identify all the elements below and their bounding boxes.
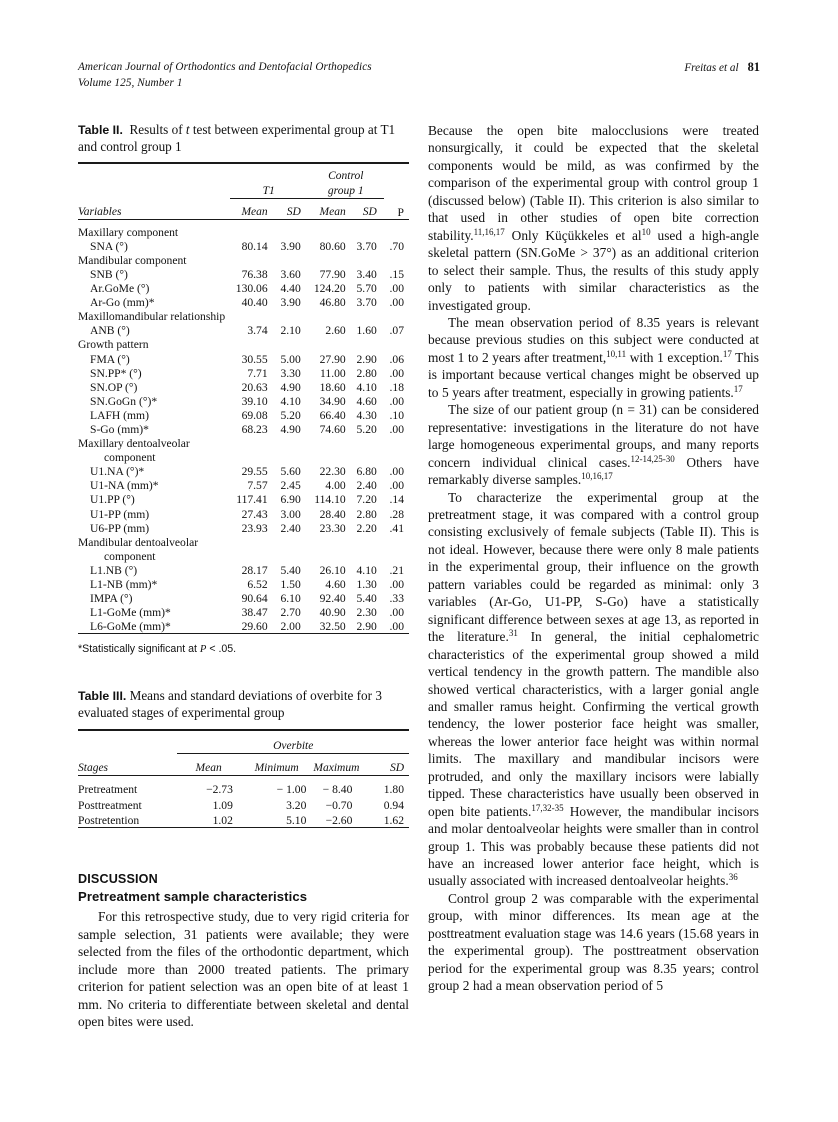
table-2-cell-mean1 — [230, 338, 275, 352]
table-3 — [78, 729, 409, 831]
table-2-cell-p: .14 — [389, 493, 404, 507]
table-2-cell-p: .41 — [389, 521, 404, 535]
table-2-cell-sd1: 5.00 — [280, 352, 301, 366]
table-2 — [78, 162, 409, 636]
right-paragraph-4 — [428, 489, 759, 890]
table-2-cell-sd1 — [275, 338, 308, 352]
table-2-cell-p: .70 — [389, 239, 404, 253]
table-2-control-line2: group 1 — [308, 183, 384, 199]
table-2-cell-mean2: 46.80 — [319, 296, 346, 310]
table-3-row — [78, 797, 409, 813]
table-2-cell-sd2: 6.80 — [356, 465, 377, 479]
table-2-cell-p: .15 — [389, 267, 404, 281]
table-2-cell-mean1: 7.71 — [247, 366, 268, 380]
table-2-cell-sd2: 4.30 — [356, 408, 377, 422]
table-2-cell-mean2 — [308, 549, 353, 563]
table-2-cell-mean2 — [308, 451, 353, 465]
pretreatment-subheading: Pretreatment sample characteristics — [78, 889, 308, 905]
table-2-cell-p: .00 — [389, 366, 404, 380]
table-2-cell-mean1 — [230, 225, 275, 239]
table-2-spanner-row-1 — [78, 169, 409, 183]
table-2-group-row — [78, 338, 409, 352]
table-2-variable-label: L1-NB (mm)* — [90, 578, 158, 592]
table-2-group-label: Mandibular component — [78, 253, 187, 267]
table-2-row — [78, 296, 409, 310]
table-2-row — [78, 493, 409, 507]
running-head-left — [78, 60, 372, 91]
table-2-cell-sd1: 5.40 — [280, 563, 301, 577]
table-2-group-label: Growth pattern — [78, 338, 149, 352]
table-2-cell-p: .18 — [389, 380, 404, 394]
table-2-row — [78, 324, 409, 338]
table-3-cell-maximum: −2.60 — [325, 813, 353, 827]
table-2-cell-sd2 — [353, 338, 384, 352]
table-2-variable-label: ANB (°) — [90, 324, 130, 338]
table-2-cell-mean1: 39.10 — [241, 394, 268, 408]
page-number: 81 — [747, 60, 760, 74]
table-2-cell-mean1 — [230, 253, 275, 267]
table-2-footnote-pre: *Statistically significant at — [78, 643, 200, 656]
rp1-b: Only Küçükkeles et al — [504, 227, 642, 243]
table-2-group-label: Maxillary component — [78, 225, 179, 239]
table-3-cell-mean: −2.73 — [206, 783, 233, 797]
table-2-spanner-row-2 — [78, 183, 409, 199]
table-2-cell-sd1: 3.00 — [280, 507, 301, 521]
table-2-group-label: Maxillary dentoalveolar — [78, 437, 190, 451]
table-2-cell-mean2: 66.40 — [319, 408, 346, 422]
table-2-cell-sd2 — [353, 437, 384, 451]
table-3-spanner-row — [78, 736, 409, 754]
table-2-cell-p — [384, 451, 409, 465]
table-2-cell-mean1: 76.38 — [241, 267, 268, 281]
table-2-cell-p: .28 — [389, 507, 404, 521]
table-3-col-mean: Mean — [195, 761, 222, 774]
right-column — [428, 122, 759, 995]
right-paragraph-1 — [428, 122, 759, 314]
table-2-cell-sd1: 3.30 — [280, 366, 301, 380]
table-2-row — [78, 352, 409, 366]
table-2-cell-mean2: 22.30 — [319, 465, 346, 479]
right-paragraph-3 — [428, 401, 759, 488]
table-2-caption-text: Results of t test between experimental group at T1 and control group 1 — [78, 122, 396, 154]
table-3-body — [78, 781, 409, 828]
table-2-cell-sd1: 6.90 — [280, 493, 301, 507]
table-3-block — [78, 688, 409, 830]
table-2-row — [78, 507, 409, 521]
rp3-ref-1: 12-14,25-30 — [630, 453, 675, 464]
table-2-cell-sd2: 1.60 — [356, 324, 377, 338]
table-2-cell-mean1: 69.08 — [241, 408, 268, 422]
table-2-row — [78, 620, 409, 634]
table-2-cell-mean2: 114.10 — [314, 493, 346, 507]
table-2-cell-mean2 — [308, 225, 353, 239]
table-3-row — [78, 781, 409, 797]
table-2-cell-sd1 — [275, 451, 308, 465]
table-2-row — [78, 239, 409, 253]
table-2-variable-label: SN.PP* (°) — [90, 366, 142, 380]
table-2-cell-mean1: 80.14 — [241, 239, 268, 253]
table-2-cell-sd1: 2.45 — [280, 479, 301, 493]
table-2-cell-p — [384, 437, 409, 451]
table-2-row — [78, 479, 409, 493]
table-3-header-row — [78, 758, 409, 776]
rp4-b: In general, the initial cephalometric characteristics of the experimental group showed a mild vertical tendency in the growth pattern. The mandible also showed vertical characteristics, with a larger gonial angle and smaller ramus height. Confirming the vertical growth tendency, the lower posterior face height was smaller, whereas the lower anterior face height was within normal limits. The maxillary and mandibular incisors were protruded, and only the maxillary incisors were labially tipped. These characteristics have usually been observed in open bite patients. — [428, 629, 759, 819]
table-2-cell-sd1 — [275, 253, 308, 267]
table-2-cell-p — [384, 535, 409, 549]
table-2-cell-mean2: 18.60 — [319, 380, 346, 394]
table-2-cell-p: .00 — [389, 578, 404, 592]
table-3-cell-sd: 0.94 — [383, 798, 404, 812]
table-2-variable-label: LAFH (mm) — [90, 408, 149, 422]
table-2-group-row — [78, 225, 409, 239]
table-2-variable-label: Ar-Go (mm)* — [90, 296, 155, 310]
rp2-b: with 1 exception. — [626, 349, 723, 365]
table-2-cell-p — [384, 310, 409, 324]
table-2-cell-sd2 — [353, 225, 384, 239]
table-3-spanner-overbite: Overbite — [177, 736, 409, 754]
rp3-a: The size of our patient group (n = 31) can be considered representative: investigations in the literature do not have large homogeneous experimental groups, and many reports concern individual clinical cases. — [428, 402, 759, 470]
table-2-cell-mean2: 34.90 — [319, 394, 346, 408]
table-2-group-row — [78, 549, 409, 563]
table-2-cell-mean1: 38.47 — [241, 606, 268, 620]
table-2-cell-mean2 — [308, 338, 353, 352]
running-head — [78, 60, 760, 92]
table-2-group-label: Mandibular dentoalveolar — [78, 535, 199, 549]
table-2-cell-sd1: 3.60 — [280, 267, 301, 281]
table-2-t1-spanner: T1 — [230, 183, 308, 199]
table-2-cell-p: .00 — [389, 394, 404, 408]
table-2-row — [78, 380, 409, 394]
table-2-footnote-p: P — [199, 644, 207, 656]
table-2-control-line1: Control — [328, 169, 364, 182]
table-3-cell-stage: Posttreatment — [78, 798, 142, 812]
table-2-cell-mean2 — [308, 535, 353, 549]
table-2-cell-mean1: 23.93 — [241, 521, 268, 535]
table-2-cell-sd1 — [275, 535, 308, 549]
table-2-cell-sd2: 7.20 — [356, 493, 377, 507]
table-2-cell-sd1: 2.00 — [280, 619, 301, 633]
rp2-c: This is important because vertical changes might be observed up to 5 years after treatment, especially in growing patients. — [428, 349, 759, 400]
rp3-ref-2: 10,16,17 — [581, 471, 613, 482]
table-2-cell-sd2 — [353, 253, 384, 267]
table-2-cell-p: .00 — [389, 282, 404, 296]
table-2-row — [78, 563, 409, 577]
table-2-body — [78, 225, 409, 634]
table-2-cell-sd2: 2.20 — [356, 521, 377, 535]
rp2-a: The mean observation period of 8.35 years is relevant because previous studies on this subject were conducted at most 1 to 2 years after treatment, — [428, 314, 759, 365]
table-2-cell-sd2: 2.80 — [356, 366, 377, 380]
table-3-col-maximum: Maximum — [313, 761, 360, 774]
table-2-group-label: component — [104, 549, 156, 563]
table-2-cell-mean2: 77.90 — [319, 267, 346, 281]
table-2-cell-sd1: 2.40 — [280, 521, 301, 535]
rp3-b: Others have remarkably diverse samples. — [428, 454, 760, 488]
table-2-row — [78, 408, 409, 422]
table-2-cell-mean1: 117.41 — [236, 493, 268, 507]
table-2-cell-sd1: 4.40 — [280, 282, 301, 296]
table-3-cell-stage: Postretention — [78, 813, 140, 827]
table-3-cell-sd: 1.62 — [383, 813, 404, 827]
table-2-cell-mean2: 2.60 — [325, 324, 346, 338]
table-2-row — [78, 423, 409, 437]
table-2-cell-mean1: 29.55 — [241, 465, 268, 479]
table-2-col-variables: Variables — [78, 205, 122, 218]
table-3-row — [78, 812, 409, 828]
table-2-cell-p: .00 — [389, 423, 404, 436]
table-2-cell-p: .00 — [389, 606, 404, 620]
table-2-cell-p — [384, 338, 409, 352]
table-2-cell-p: .00 — [389, 296, 404, 310]
table-3-caption-text: Means and standard deviations of overbite for 3 evaluated stages of experimental group — [78, 688, 382, 720]
table-2-cell-sd2: 2.90 — [356, 619, 377, 633]
table-2-cell-sd2: 5.70 — [356, 282, 377, 296]
table-2-block — [78, 122, 409, 657]
table-2-row — [78, 394, 409, 408]
table-2-footnote — [78, 642, 409, 657]
table-2-cell-mean2: 80.60 — [319, 239, 346, 253]
table-2-group-row — [78, 437, 409, 451]
table-2-cell-mean1 — [230, 437, 275, 451]
table-2-footnote-post: < .05. — [206, 643, 237, 656]
table-2-row — [78, 521, 409, 535]
table-2-cell-sd1: 5.60 — [280, 465, 301, 479]
table-2-cell-sd2: 3.70 — [356, 296, 377, 310]
journal-title: American Journal of Orthodontics and Dentofacial Orthopedics — [78, 61, 372, 73]
table-2-cell-mean2: 26.10 — [319, 563, 346, 577]
table-3-cell-minimum: 3.20 — [286, 798, 307, 812]
table-2-cell-sd2: 4.10 — [356, 563, 377, 577]
running-head-right — [684, 60, 760, 77]
table-2-variable-label: L6-GoMe (mm)* — [90, 619, 171, 633]
table-2-cell-mean1: 28.17 — [241, 563, 268, 577]
table-2-cell-mean1: 7.57 — [247, 479, 268, 493]
table-2-cell-p: .06 — [389, 352, 404, 366]
table-2-cell-mean2: 4.60 — [325, 578, 346, 592]
rp4-c: However, the mandibular incisors and molar dentoalveolar heights were smaller than in control group 1. This was probably because these patients did not have an increased lower anterior face height, which is usually associated with increased dentoalveolar heights. — [428, 803, 759, 889]
table-2-group-row — [78, 451, 409, 465]
table-2-cell-p — [384, 549, 409, 563]
table-2-header-row — [78, 203, 409, 220]
table-2-cell-sd1 — [275, 437, 308, 451]
discussion-heading: DISCUSSION — [78, 872, 158, 887]
table-2-cell-mean1: 29.60 — [241, 619, 268, 633]
table-2-cell-sd1: 6.10 — [280, 592, 301, 606]
table-2-variable-label: SNA (°) — [90, 239, 128, 253]
table-2-col-sd2: SD — [362, 205, 377, 218]
table-2-variable-label: L1.NB (°) — [90, 563, 138, 577]
discussion-section — [78, 871, 409, 1030]
table-2-cell-mean1: 27.43 — [241, 507, 268, 521]
table-2-variable-label: U1-NA (mm)* — [90, 479, 159, 493]
table-3-cell-mean: 1.02 — [212, 813, 233, 827]
table-2-cell-sd1: 2.70 — [280, 606, 301, 620]
table-3-cell-minimum: − 1.00 — [276, 783, 307, 797]
rp2-ref-1: 10,11 — [606, 348, 627, 359]
table-2-cell-mean1: 6.52 — [247, 578, 268, 592]
table-2-variable-label: SN.OP (°) — [90, 380, 138, 394]
table-2-group-label: component — [104, 451, 156, 465]
rp2-ref-2: 17 — [722, 348, 732, 359]
table-2-cell-mean1: 20.63 — [241, 380, 268, 394]
table-2-variable-label: SNB (°) — [90, 267, 128, 281]
table-2-caption — [78, 122, 409, 155]
table-2-cell-mean1: 130.06 — [235, 282, 268, 296]
table-2-cell-p: .33 — [389, 592, 404, 606]
table-2-cell-sd2 — [353, 549, 384, 563]
table-2-cell-mean2: 11.00 — [320, 366, 346, 380]
table-2-group-label: Maxillomandibular relationship — [78, 310, 226, 324]
table-3-cell-maximum: − 8.40 — [322, 783, 353, 797]
table-2-variable-label: U1.PP (°) — [90, 493, 135, 507]
table-2-cell-sd2: 3.70 — [356, 239, 377, 253]
table-2-cell-sd2: 2.30 — [356, 606, 377, 620]
rp1-ref-1: 11,16,17 — [473, 226, 505, 237]
table-2-col-p: P — [397, 205, 404, 219]
table-2-cell-p: .21 — [389, 563, 404, 577]
table-2-cell-mean2: 124.20 — [313, 282, 346, 296]
rp4-a: To characterize the experimental group at the pretreatment stage, it was compared with a control group consisting exclusively of female subjects (Table II). This is not ideal. However, because there were only 8 male patients in the experimental group, their influence on the growth pattern variables could be regarded as minimal: only 3 variables (Ar-Go, U1-PP, S-Go) have a statistically significant difference between sexes at age 13, as reported in the literature. — [428, 489, 759, 645]
table-2-row — [78, 592, 409, 606]
rp4-ref-1: 31 — [508, 628, 518, 639]
table-2-group-row — [78, 310, 409, 324]
table-2-cell-mean1 — [230, 451, 275, 465]
table-2-cell-mean2: 28.40 — [319, 507, 346, 521]
table-2-cell-sd1: 3.90 — [280, 239, 301, 253]
table-3-col-stages: Stages — [78, 761, 109, 774]
volume-issue: Volume 125, Number 1 — [78, 76, 183, 89]
table-2-cell-sd2: 4.60 — [356, 394, 377, 408]
table-2-group-row — [78, 535, 409, 549]
table-2-cell-sd2: 2.40 — [356, 479, 377, 493]
table-2-cell-p: .00 — [389, 465, 404, 479]
table-2-row — [78, 465, 409, 479]
table-3-col-sd: SD — [389, 761, 404, 774]
table-2-cell-sd1 — [275, 225, 308, 239]
table-2-cell-mean2: 32.50 — [319, 619, 346, 633]
table-2-col-mean1: Mean — [241, 205, 268, 218]
table-2-variable-label: FMA (°) — [90, 352, 130, 366]
table-2-row — [78, 366, 409, 380]
table-2-cell-sd1: 4.90 — [280, 423, 301, 436]
table-2-cell-mean2: 74.60 — [319, 423, 346, 436]
table-2-variable-label: S-Go (mm)* — [90, 423, 149, 436]
table-2-cell-sd2 — [353, 535, 384, 549]
table-2-cell-sd1: 4.90 — [280, 380, 301, 394]
rp1-c: used a high-angle skeletal pattern (SN.GoMe > 37°) as an additional criterion to select their sample. Thus, the results of this study apply only to patients with similar characteristics as the investigated group. — [428, 227, 759, 313]
table-2-cell-p — [384, 225, 409, 239]
table-2-cell-sd1: 1.50 — [280, 578, 301, 592]
table-2-row — [78, 606, 409, 620]
table-2-col-mean2: Mean — [319, 205, 346, 218]
author-short: Freitas et al — [684, 62, 739, 74]
table-2-variable-label: IMPA (°) — [90, 592, 133, 606]
discussion-paragraph: For this retrospective study, due to very rigid criteria for sample selection, 31 patients were available; they were selected from the files of the orthodontic department, which include more than 2000 treated patients. The primary criterion for patient selection was an open bite of at least 1 mm. No criteria to differentiate between skeletal and dental open bites were used. — [78, 909, 409, 1030]
table-2-cell-sd1: 5.20 — [280, 408, 301, 422]
table-2-cell-mean2 — [308, 310, 353, 324]
table-2-cell-sd1: 4.10 — [280, 394, 301, 408]
right-paragraph-5: Control group 2 was comparable with the experimental group, with minor differences. Its mean age at the posttreatment evaluation stage was 14.6 years (15.68 years in the experimental group). The posttreatment observation period for the experimental group was 8.35 years; control group 2 had a mean observation period of 5 — [428, 890, 759, 994]
table-3-cell-mean: 1.09 — [212, 798, 233, 812]
table-3-cell-maximum: −0.70 — [325, 798, 353, 812]
table-2-cell-p: .00 — [389, 479, 404, 493]
table-2-cell-mean2: 4.00 — [325, 479, 346, 493]
table-2-row — [78, 578, 409, 592]
table-2-cell-sd1 — [275, 310, 308, 324]
table-2-col-sd1: SD — [286, 205, 301, 218]
table-2-cell-mean1: 90.64 — [241, 592, 268, 606]
table-2-cell-mean2: 23.30 — [319, 521, 346, 535]
table-2-label: Table II. — [78, 123, 123, 137]
rp4-ref-3: 36 — [728, 872, 738, 883]
table-2-variable-label: Ar.GoMe (°) — [90, 282, 150, 296]
table-2-cell-p: .10 — [389, 408, 404, 422]
table-3-cell-sd: 1.80 — [383, 783, 404, 797]
table-3-label: Table III. — [78, 689, 127, 704]
table-2-cell-mean1 — [230, 535, 275, 549]
table-2-cell-sd2 — [353, 310, 384, 324]
table-2-cell-sd1: 3.90 — [280, 296, 301, 310]
table-2-variable-label: U1.NA (°)* — [90, 465, 145, 479]
table-2-cell-p: .00 — [389, 619, 404, 633]
table-2-cell-sd2: 5.40 — [356, 592, 377, 606]
table-2-variable-label: SN.GoGn (°)* — [90, 394, 158, 408]
table-2-cell-mean2: 27.90 — [319, 352, 346, 366]
table-3-cell-minimum: 5.10 — [286, 813, 307, 827]
left-column — [78, 122, 409, 1031]
table-2-cell-mean2: 40.90 — [319, 606, 346, 620]
table-2-cell-mean2: 92.40 — [319, 592, 346, 606]
table-3-cell-stage: Pretreatment — [78, 783, 138, 797]
table-3-col-minimum: Minimum — [254, 761, 299, 774]
table-2-cell-sd2: 2.90 — [356, 352, 377, 366]
table-2-cell-sd2 — [353, 451, 384, 465]
table-3-caption — [78, 688, 409, 721]
table-2-row — [78, 282, 409, 296]
table-2-cell-mean2 — [308, 253, 353, 267]
table-2-cell-sd2: 3.40 — [356, 267, 377, 281]
table-2-cell-sd2: 5.20 — [356, 423, 377, 436]
table-2-row — [78, 267, 409, 281]
table-2-cell-mean1 — [230, 549, 275, 563]
table-2-cell-mean1: 68.23 — [241, 423, 268, 436]
table-2-cell-sd2: 4.10 — [356, 380, 377, 394]
table-2-cell-sd1 — [275, 549, 308, 563]
table-2-variable-label: L1-GoMe (mm)* — [90, 606, 171, 620]
table-2-group-row — [78, 253, 409, 267]
table-3-bottom-rule — [78, 828, 409, 831]
table-2-cell-p — [384, 253, 409, 267]
table-2-variable-label: U6-PP (mm) — [90, 521, 150, 535]
rp2-ref-3: 17 — [733, 383, 743, 394]
table-2-cell-mean1 — [230, 310, 275, 324]
table-2-cell-sd2: 1.30 — [356, 578, 377, 592]
table-2-variable-label: U1-PP (mm) — [90, 507, 150, 521]
rp1-a: Because the open bite malocclusions were treated nonsurgically, it could be expected that the skeletal components would be mild, as was confirmed by the comparison of the experimental group with control group 1 (discussed below) (Table II). This criterion is also similar to that used in other studies of open bite correction stability. — [428, 123, 759, 243]
table-2-bottom-rule — [78, 634, 409, 637]
table-2-cell-p: .07 — [389, 324, 404, 338]
table-2-cell-sd2: 2.80 — [356, 507, 377, 521]
rp4-ref-2: 17,32-35 — [531, 802, 564, 813]
table-2-cell-mean1: 3.74 — [247, 324, 268, 338]
table-2-cell-mean1: 30.55 — [241, 352, 268, 366]
rp1-ref-2: 10 — [641, 226, 651, 237]
table-2-cell-mean1: 40.40 — [241, 296, 268, 310]
table-2-cell-sd1: 2.10 — [280, 324, 301, 338]
right-paragraph-2 — [428, 314, 759, 401]
table-2-cell-mean2 — [308, 437, 353, 451]
